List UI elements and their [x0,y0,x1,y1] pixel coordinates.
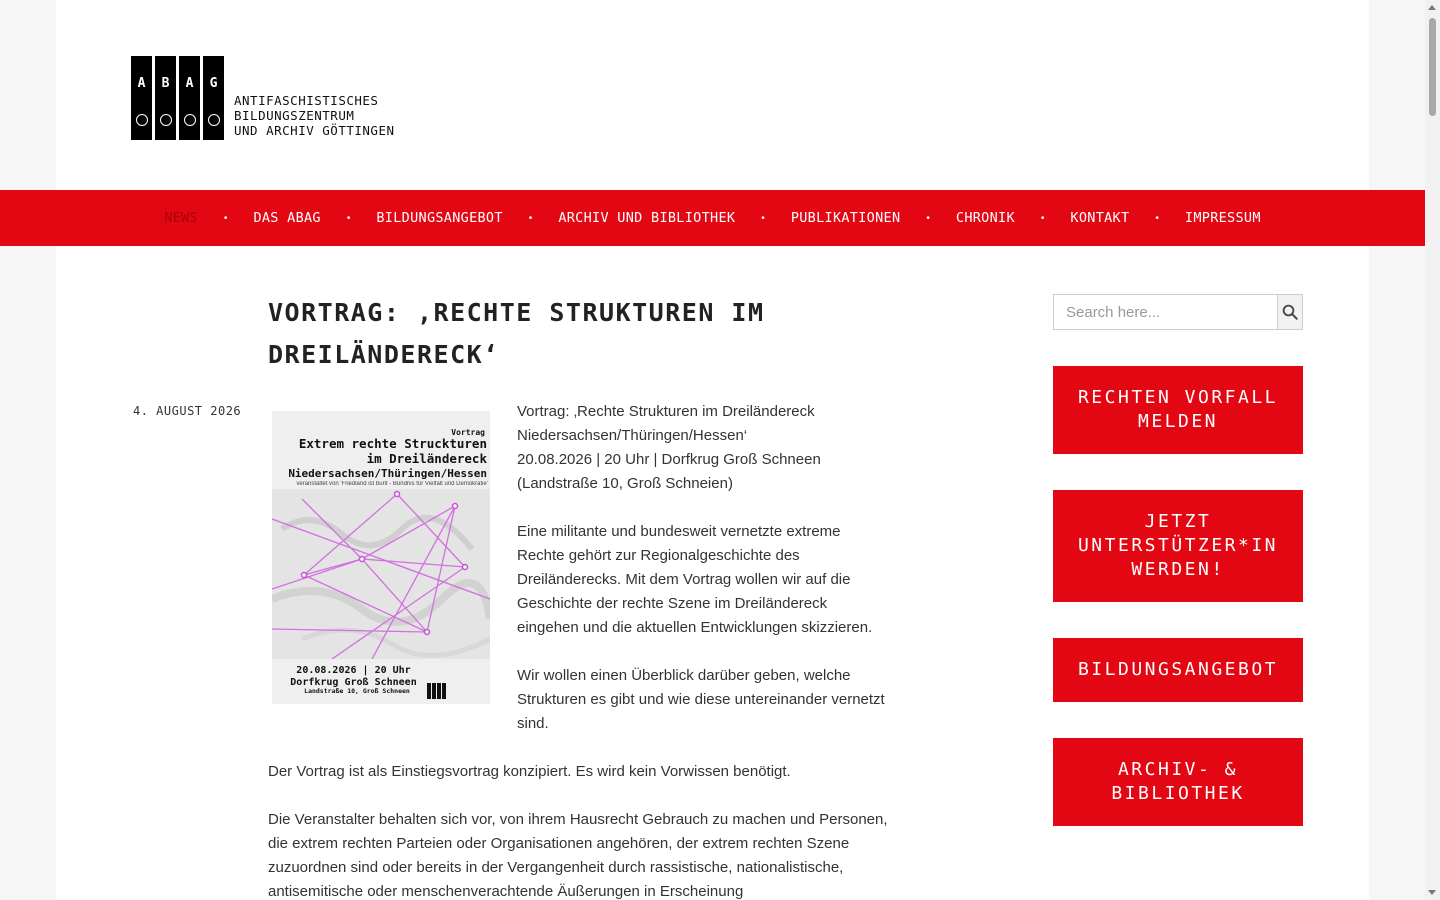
main-navigation [0,190,1425,246]
poster-network-map [272,489,490,659]
nav-item-news[interactable]: NEWS [164,210,198,226]
nav-separator: • [346,212,351,224]
search-input[interactable] [1054,295,1277,329]
logo-wordmark [234,93,395,138]
article-title: VORTRAG: ‚RECHTE STRUKTUREN IM DREILÄNDERECK‘ [268,298,765,369]
circle-icon [184,114,196,126]
nav-item-chronik[interactable]: CHRONIK [955,210,1015,226]
intro-paragraph: Wir wollen einen Überblick darüber geben, welche Strukturen es gibt und wie diese untereinander vernetzt sind. [517,667,885,732]
logo-line: UND ARCHIV GÖTTINGEN [234,123,395,138]
poster-title-line: Extrem rechte Struckturen [298,436,487,451]
poster-date-venue [286,665,421,689]
logo-letter: G [209,76,218,91]
search-button[interactable] [1277,295,1302,329]
nav-item-das-abag[interactable]: DAS ABAG [253,210,321,226]
logo-line: BILDUNGSZENTRUM [234,108,355,123]
nav-item-kontakt[interactable]: KONTAKT [1070,210,1130,226]
article-body [268,760,890,900]
site-logo[interactable] [131,56,395,140]
body-paragraph: Die Veranstalter behalten sich vor, von ihrem Hausrecht Gebrauch zu machen und Personen, die extrem rechten Parteien oder Organisationen angehören, der extrem rechten Szene zuzuordnen sind oder bereits in der Vergangenheit durch rassistische, nationalistische, antisemitische oder menschenverachtende Äußerungen in Erscheinung [268,811,888,900]
logo-block [155,56,176,140]
logo-letter: B [161,76,170,91]
scroll-down-arrow-icon[interactable] [1428,890,1436,895]
nav-item-publikationen[interactable]: PUBLIKATIONEN [790,210,901,226]
circle-icon [160,114,172,126]
logo-letter: A [185,76,194,91]
poster-title [299,436,487,466]
logo-line: ANTIFASCHISTISCHES [234,93,379,108]
scrollbar-thumb[interactable] [1429,18,1436,116]
logo-block [179,56,200,140]
poster-organizer: veranstaltet von 'Friedland ist bunt - Bündnis für Vielfalt und Demokratie' [296,481,488,487]
logo-block [203,56,224,140]
nav-separator: • [1040,212,1045,224]
nav-separator: • [528,212,533,224]
poster-kicker: Vortrag [451,428,485,437]
archive-library-button[interactable]: ARCHIV- & BIBLIOTHEK [1053,738,1303,826]
nav-item-bildungsangebot[interactable]: BILDUNGSANGEBOT [376,210,503,226]
nav-separator: • [761,212,765,224]
nav-separator: • [1155,212,1159,224]
intro-paragraph: Vortrag: ‚Rechte Strukturen im Dreiländereck Niedersachsen/Thüringen/Hessen‘ 20.08.2026 | 20 Uhr | Dorfkrug Groß Schneen (Landstraße 10, Groß Schneien) [517,403,821,492]
nav-item-archiv-und-bibliothek[interactable]: ARCHIV UND BIBLIOTHEK [558,210,736,226]
body-paragraph: Der Vortrag ist als Einstiegsvortrag konzipiert. Es wird kein Vorwissen benötigt. [268,763,791,780]
poster-logo-mark [427,683,446,699]
poster-subtitle: Niedersachsen/Thüringen/Hessen [288,467,487,480]
report-incident-button[interactable]: RECHTEN VORFALL MELDEN [1053,366,1303,454]
become-supporter-button[interactable]: JETZT UNTERSTÜTZER*IN WERDEN! [1053,490,1303,602]
poster-title-line: im Dreiländereck [366,451,487,466]
education-offer-button[interactable]: BILDUNGSANGEBOT [1053,638,1303,702]
poster-datetime: 20.08.2026 | 20 Uhr [296,665,411,676]
logo-block [131,56,152,140]
circle-icon [136,114,148,126]
search-icon [1281,303,1299,321]
circle-icon [208,114,220,126]
poster-venue: Dorfkrug Groß Schneen [290,677,417,688]
post-date: 4. AUGUST 2026 [133,404,242,418]
poster-address: Landstraße 10, Groß Schneen [304,687,410,695]
search-form [1053,294,1303,330]
event-poster-image[interactable] [272,411,490,704]
logo-mark [131,56,224,140]
article-intro [517,400,889,760]
logo-letter: A [137,76,146,91]
nav-separator: • [926,212,930,224]
intro-paragraph: Eine militante und bundesweit vernetzte extreme Rechte gehört zur Regionalgeschichte des Dreiländerecks. Mit dem Vortrag wollen wir auf die Geschichte der rechte Szene im Dreiländereck eingehen und die aktuellen Entwicklungen skizzieren. [517,523,873,636]
scroll-up-arrow-icon[interactable] [1428,5,1436,10]
nav-separator: • [223,212,228,224]
page-scrollbar[interactable] [1425,0,1440,900]
nav-item-impressum[interactable]: IMPRESSUM [1184,210,1261,226]
